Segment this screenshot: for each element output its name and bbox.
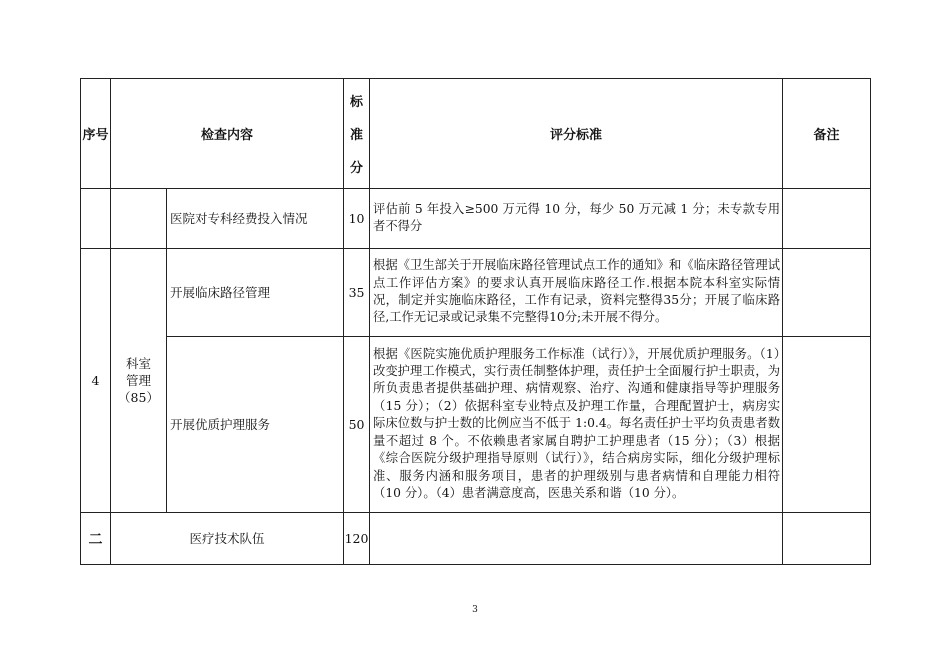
item-cell: 开展临床路径管理 (167, 249, 344, 337)
seq-cell: 4 (81, 249, 111, 513)
header-score (344, 79, 370, 189)
dept-cell (111, 189, 167, 249)
table-row (81, 189, 871, 249)
dept-cell (111, 249, 167, 513)
score-cell: 10 (344, 189, 370, 249)
header-remark: 备注 (783, 79, 871, 189)
page-number: 3 (472, 605, 478, 615)
remark-cell (783, 189, 871, 249)
table-row (81, 513, 871, 565)
header-score-char: 准 (350, 127, 364, 143)
remark-cell (783, 249, 871, 337)
header-seq: 序号 (81, 79, 111, 189)
seq-cell (81, 189, 111, 249)
criteria-cell: 根据《医院实施优质护理服务工作标准（试行）》，开展优质护理服务。（1）改变护理工作模式，实行责任制整体护理，责任护士全面履行护士职责，为所负责患者提供基础护理、病情观察、治疗、沟通和健康指导等护理服务（15 分）；（2）依据科室专业特点及护理工作量，合理配置护士，病房实际床位数与护士数的比例应当不低于 1:0.4。每名责任护士平均负责患者数量不超过 8 个。不依赖患者家属自聘护工护理患者（15 分）；（3）根据《综合医院分级护理指导原则（试行）》，结合病房实际，细化分级护理标准、服务内涵和服务项目，患者的护理级别与患者病情和自理能力相符（10 分）。（4）患者满意度高，医患关系和谐（10 分）。 (370, 337, 783, 513)
dept-line: 管理 (125, 373, 151, 388)
header-score-char: 分 (350, 161, 364, 177)
item-cell: 开展优质护理服务 (167, 337, 344, 513)
header-criteria: 评分标准 (370, 79, 783, 189)
remark-cell (783, 513, 871, 565)
dept-line: （85） (118, 390, 159, 405)
score-cell: 50 (344, 337, 370, 513)
criteria-cell (370, 513, 783, 565)
item-cell: 医疗技术队伍 (111, 513, 344, 565)
score-cell: 35 (344, 249, 370, 337)
header-score-char: 标 (350, 94, 364, 110)
criteria-cell: 根据《卫生部关于开展临床路径管理试点工作的通知》和《临床路径管理试点工作评估方案》的要求认真开展临床路径工作.根据本院本科室实际情况，制定并实施临床路径，工作有记录，资料完整得35分；开展了临床路径,工作无记录或记录集不完整得10分;未开展不得分。 (370, 249, 783, 337)
header-content: 检查内容 (111, 79, 344, 189)
remark-cell (783, 337, 871, 513)
dept-line: 科室 (125, 356, 151, 371)
seq-cell: 二 (81, 513, 111, 565)
item-cell: 医院对专科经费投入情况 (167, 189, 344, 249)
table-row (81, 249, 871, 337)
evaluation-table (80, 78, 871, 565)
criteria-cell: 评估前 5 年投入≥500 万元得 10 分，每少 50 万元减 1 分；未专款专用者不得分 (370, 189, 783, 249)
header-row (81, 79, 871, 189)
table-row (81, 337, 871, 513)
score-cell: 120 (344, 513, 370, 565)
